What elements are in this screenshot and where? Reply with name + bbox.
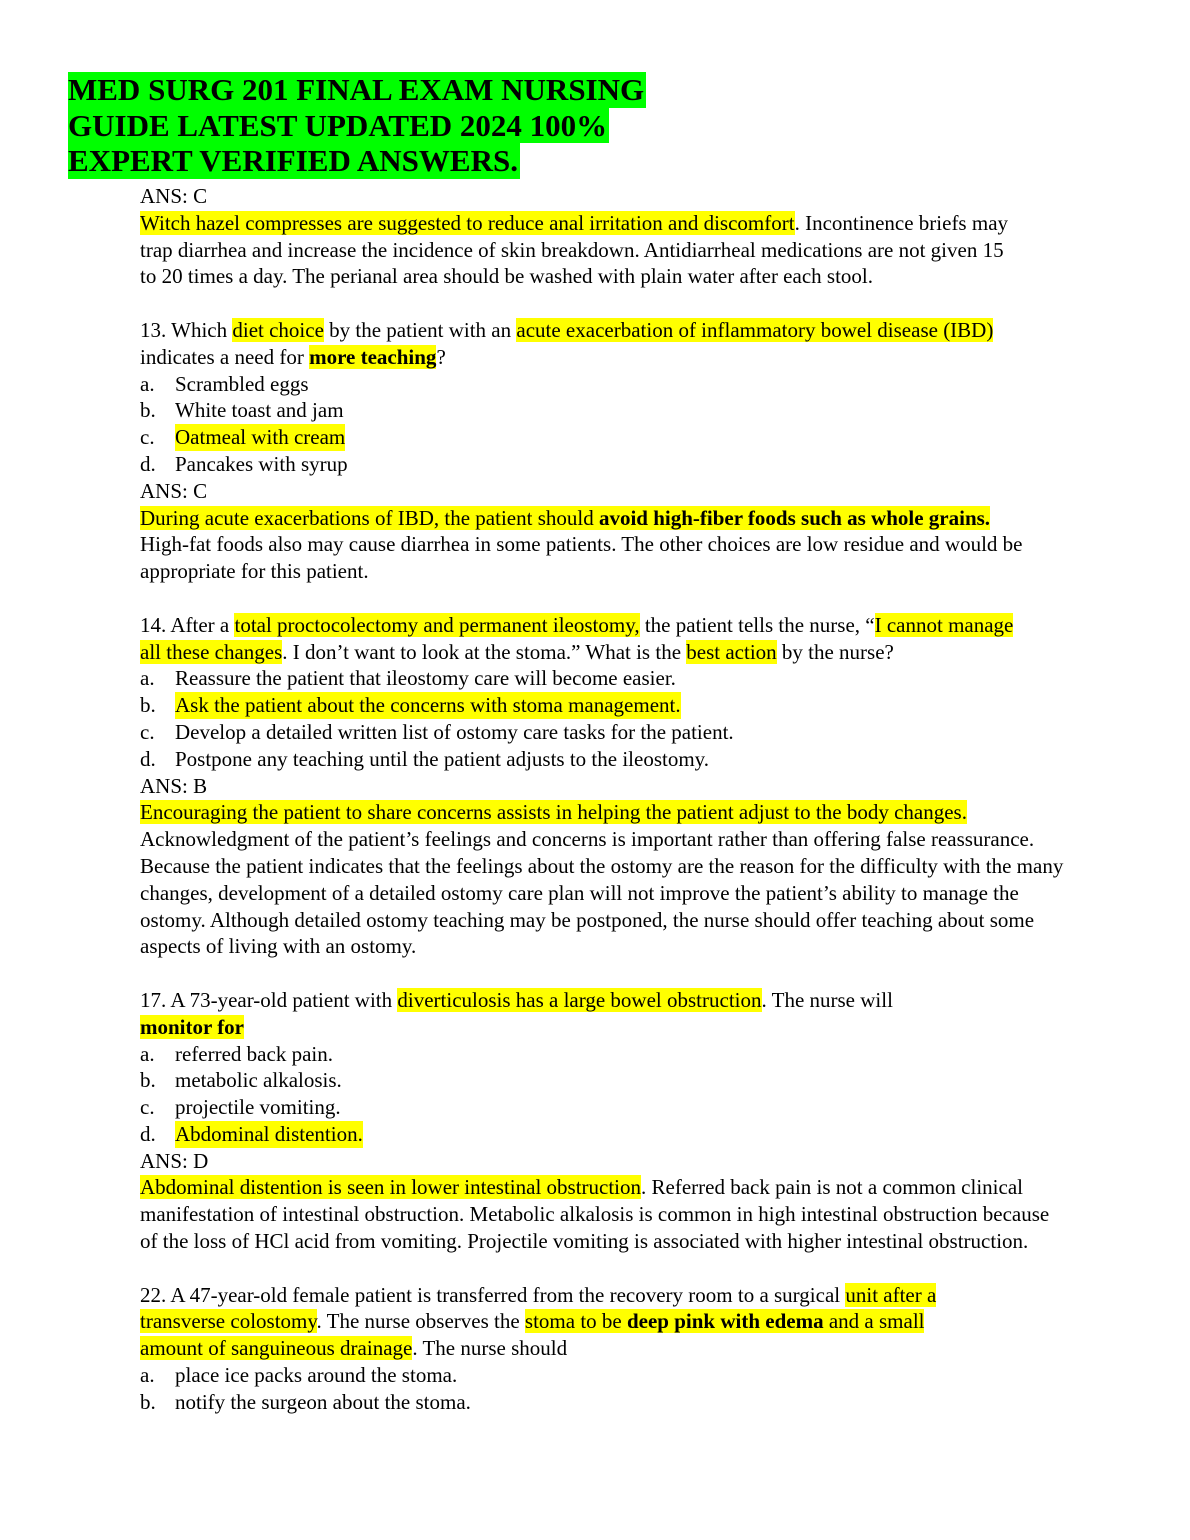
rationale-line: manifestation of intestinal obstruction. Metabolic alkalosis is common in high intestinal obstruction because — [140, 1202, 1050, 1227]
answer-option: b. Ask the patient about the concerns with stoma management. — [140, 693, 681, 718]
question-22 — [140, 1282, 1175, 1416]
highlighted-text: Witch hazel compresses are suggested to reduce anal irritation and discomfort — [140, 210, 795, 235]
highlighted-text: diet choice — [232, 317, 324, 342]
rationale-line: Because the patient indicates that the feelings about the ostomy are the reason for the difficulty with the many — [140, 853, 1064, 878]
question-17 — [140, 987, 1175, 1255]
answer-option: d. Postpone any teaching until the patient adjusts to the ileostomy. — [140, 746, 710, 771]
rationale-line: appropriate for this patient. — [140, 559, 369, 584]
rationale-line: Acknowledgment of the patient’s feelings and concerns is important rather than offering false reassurance. — [140, 827, 1035, 852]
question-stem — [140, 1014, 1175, 1041]
question-stem: all these changes. I don’t want to look at the stoma.” What is the best action by the nurse? — [140, 639, 894, 664]
highlighted-text: more teaching — [309, 344, 437, 369]
document-body — [140, 183, 1175, 1416]
title-line: GUIDE LATEST UPDATED 2024 100% — [68, 107, 608, 143]
highlighted-text: acute exacerbation of inflammatory bowel disease (IBD) — [516, 317, 994, 342]
highlighted-text: I cannot manage — [874, 612, 1014, 637]
question-stem: transverse colostomy. The nurse observes the stoma to be deep pink with edema and a small — [140, 1309, 925, 1334]
rationale-line: aspects of living with an ostomy. — [140, 934, 417, 959]
question-stem: 14. After a total proctocolectomy and permanent ileostomy, the patient tells the nurse, “I cannot manage — [140, 612, 1014, 637]
document-title — [68, 72, 646, 179]
highlighted-text: amount of sanguineous drainage — [140, 1336, 413, 1361]
highlighted-text: unit after a — [845, 1282, 937, 1307]
rationale-line: ostomy. Although detailed ostomy teaching may be postponed, the nurse should offer teaching about some — [140, 907, 1035, 932]
rationale-line — [140, 505, 1175, 532]
rationale-line: Witch hazel compresses are suggested to reduce anal irritation and discomfort. Incontinence briefs may — [140, 210, 1009, 235]
question-stem: amount of sanguineous drainage. The nurse should — [140, 1336, 568, 1361]
question-stem: 13. Which diet choice by the patient with an acute exacerbation of inflammatory bowel disease (IBD) — [140, 317, 994, 342]
highlighted-text: Abdominal distention is seen in lower intestinal obstruction — [140, 1175, 642, 1200]
answer-option: b. White toast and jam — [140, 398, 344, 423]
rationale-line: trap diarrhea and increase the incidence of skin breakdown. Antidiarrheal medications are not given 15 — [140, 237, 1004, 262]
answer-option: c. projectile vomiting. — [140, 1095, 341, 1120]
answer-option: c. Develop a detailed written list of ostomy care tasks for the patient. — [140, 719, 734, 744]
answer-option: d. Abdominal distention. — [140, 1121, 363, 1146]
rationale-line — [140, 799, 1175, 826]
answer-option: a. Scrambled eggs — [140, 371, 309, 396]
rationale-line: changes, development of a detailed ostomy care plan will not improve the patient’s ability to manage the — [140, 880, 1019, 905]
question-stem: 17. A 73-year-old patient with diverticulosis has a large bowel obstruction. The nurse will — [140, 987, 893, 1012]
rationale-line: Abdominal distention is seen in lower intestinal obstruction. Referred back pain is not a common clinical — [140, 1175, 1023, 1200]
highlighted-text: stoma to be deep pink with edema and a small — [524, 1309, 925, 1334]
correct-option-text: Oatmeal with cream — [175, 425, 346, 450]
rationale-line: to 20 times a day. The perianal area should be washed with plain water after each stool. — [140, 264, 873, 289]
answer-key: ANS: D — [140, 1148, 209, 1173]
highlighted-text: monitor for — [140, 1014, 245, 1039]
highlighted-text: best action — [686, 639, 777, 664]
highlighted-text: transverse colostomy — [140, 1309, 317, 1334]
correct-option-text: Ask the patient about the concerns with stoma management. — [175, 693, 681, 718]
answer-option: b. metabolic alkalosis. — [140, 1068, 342, 1093]
answer-option: a. place ice packs around the stoma. — [140, 1363, 458, 1388]
question-stem: 22. A 47-year-old female patient is transferred from the recovery room to a surgical unit after a — [140, 1282, 937, 1307]
answer-option: d. Pancakes with syrup — [140, 451, 348, 476]
highlighted-text: total proctocolectomy and permanent ileostomy, — [234, 612, 640, 637]
question-14 — [140, 612, 1175, 960]
rationale-line: of the loss of HCl acid from vomiting. Projectile vomiting is associated with higher intestinal obstruction. — [140, 1229, 1029, 1254]
answer-option: a. referred back pain. — [140, 1041, 333, 1066]
answer-option: c. Oatmeal with cream — [140, 425, 346, 450]
answer-key: ANS: B — [140, 773, 208, 798]
answer-option: b. notify the surgeon about the stoma. — [140, 1389, 471, 1414]
highlighted-text: During acute exacerbations of IBD, the patient should avoid high-fiber foods such as whole grains. — [140, 505, 991, 530]
question-12 — [140, 183, 1175, 290]
title-line: EXPERT VERIFIED ANSWERS. — [68, 143, 518, 178]
answer-option: a. Reassure the patient that ileostomy care will become easier. — [140, 666, 676, 691]
highlighted-text: diverticulosis has a large bowel obstruction — [397, 987, 762, 1012]
title-line: MED SURG 201 FINAL EXAM NURSING — [68, 72, 645, 107]
highlighted-text: Encouraging the patient to share concerns assists in helping the patient adjust to the body changes. — [140, 800, 967, 825]
rationale-line: High-fat foods also may cause diarrhea in some patients. The other choices are low residue and would be — [140, 532, 1023, 557]
answer-key: ANS: C — [140, 184, 208, 208]
answer-key: ANS: C — [140, 478, 208, 503]
highlighted-text: all these changes — [140, 639, 283, 664]
question-stem: indicates a need for more teaching? — [140, 344, 446, 369]
correct-option-text: Abdominal distention. — [175, 1121, 363, 1146]
question-13 — [140, 317, 1175, 585]
